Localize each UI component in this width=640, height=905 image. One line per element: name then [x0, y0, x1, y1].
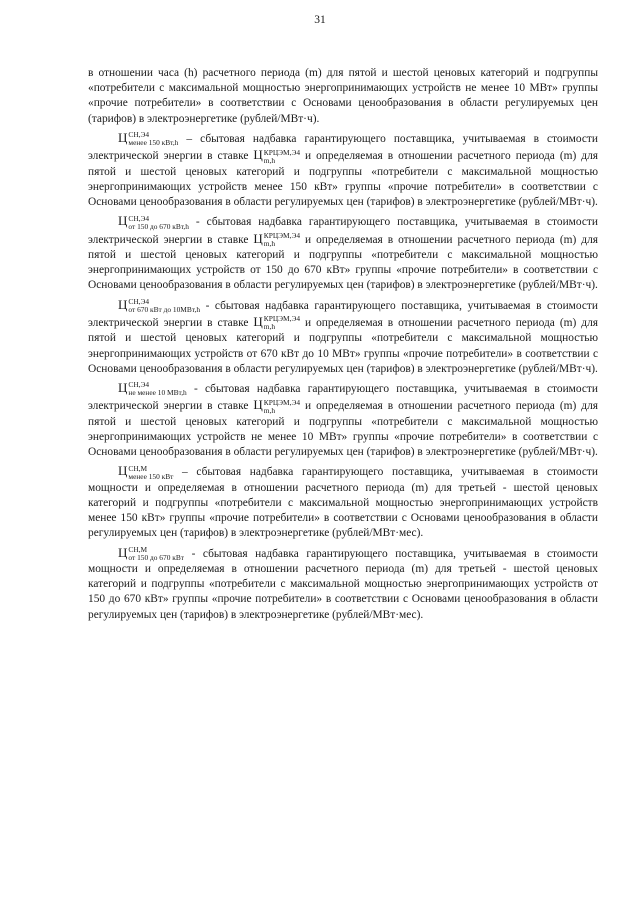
document-body [88, 66, 598, 626]
definition-text: - сбытовая надбавка гарантирующего поставщика, учитываемая в стоимости электрической энергии в ставке [88, 216, 598, 246]
intro-paragraph: в отношении часа (h) расчетного периода (m) для пятой и шестой ценовых категорий и подгруппы «потребители с максимальной мощностью энергопринимающих устройств не менее 10 МВт» группы «прочие потребители» в соответствии с Основами ценообразования в области регулируемых цен (тарифов) в электроэнергетике (рублей/МВт·ч). [88, 67, 598, 125]
rate-superscript: КРЦЭМ,Э4 [263, 230, 301, 240]
rate-indices [264, 399, 300, 415]
definition-text: - сбытовая надбавка гарантирующего поставщика, учитываемая в стоимости электрической энергии в ставке [88, 299, 598, 329]
symbol-superscript: СН,М [128, 463, 148, 473]
definition-text-continued: и определяемая в отношении расчетного периода (m) для пятой и шестой ценовых категорий и подгруппы «потребители с максимальной мощностью энергопринимающих устройств менее 150 кВт» группы «прочие потребители» в соответствии с Основами ценообразования в области регулируемых цен (тарифов) в электроэнергетике (рублей/МВт·ч). [88, 150, 598, 208]
tariff-symbol: Ц [118, 129, 128, 145]
rate-subscript: m,h [263, 405, 276, 415]
symbol-superscript: СН,Э4 [128, 213, 150, 223]
rate-indices [264, 315, 300, 331]
rate-indices [264, 232, 300, 248]
tariff-symbol: Ц [118, 544, 128, 560]
definition-text: – сбытовая надбавка гарантирующего поставщика, учитываемая в стоимости электрической энергии в ставке [88, 132, 598, 163]
symbol-subscript: не менее 10 МВт,h [128, 388, 187, 398]
definition-paragraph [88, 545, 598, 623]
symbol-indices [128, 465, 173, 481]
tariff-symbol: Ц [118, 463, 128, 479]
rate-subscript: m,h [263, 322, 276, 332]
rate-symbol: Ц [253, 397, 263, 413]
rate-symbol: Ц [253, 147, 263, 163]
definition-text-continued: и определяемая в отношении расчетного периода (m) для пятой и шестой ценовых категорий и подгруппы «потребители с максимальной мощностью энергопринимающих устройств от 150 до 670 кВт» группы «прочие потребители» в соответствии с Основами ценообразования в области регулируемых цен (тарифов) в электроэнергетике (рублей/МВт·ч). [88, 233, 598, 292]
tariff-symbol: Ц [118, 379, 128, 395]
definition-paragraph [88, 380, 598, 460]
symbol-subscript: от 150 до 670 кВт,h [128, 221, 189, 231]
definition-text: - сбытовая надбавка гарантирующего поставщика, учитываемая в стоимости электрической энергии в ставке [88, 382, 598, 413]
symbol-indices [128, 131, 178, 147]
rate-superscript: КРЦЭМ,Э4 [263, 397, 301, 407]
page-number: 31 [314, 14, 326, 26]
rate-symbol: Ц [253, 230, 263, 246]
symbol-subscript: менее 150 кВт,h [128, 138, 179, 148]
rate-subscript: m,h [263, 238, 276, 248]
rate-indices [264, 149, 300, 165]
symbol-indices [128, 381, 186, 397]
symbol-indices [128, 215, 189, 231]
definition-paragraph [88, 130, 598, 210]
rate-subscript: m,h [263, 155, 276, 165]
tariff-symbol: Ц [118, 296, 128, 312]
symbol-subscript: от 670 кВт до 10МВт,h [128, 304, 201, 314]
symbol-indices [128, 546, 184, 562]
definition-text-continued: и определяемая в отношении расчетного периода (m) для пятой и шестой ценовых категорий и подгруппы «потребители с максимальной мощностью энергопринимающих устройств от 670 кВт до 10 МВт» группы «прочие потребители» в соответствии с Основами ценообразования в области регулируемых цен (тарифов) в электроэнергетике (рублей/МВт·ч). [88, 316, 598, 375]
symbol-superscript: СН,М [128, 544, 148, 554]
definition-paragraph [88, 463, 598, 541]
symbol-superscript: СН,Э4 [128, 380, 150, 390]
symbol-subscript: от 150 до 670 кВт [128, 552, 184, 562]
symbol-indices [128, 298, 200, 314]
definition-text-continued: и определяемая в отношении расчетного периода (m) для пятой и шестой ценовых категорий и подгруппы «потребители с максимальной мощностью энергопринимающих устройств не менее 10 МВт» группы «прочие потребители» в соответствии с Основами ценообразования в области регулируемых цен (тарифов) в электроэнергетике (рублей/МВт·ч). [88, 400, 598, 459]
definition-paragraph [88, 297, 598, 377]
symbol-superscript: СН,Э4 [128, 130, 150, 140]
symbol-subscript: менее 150 кВт [128, 471, 174, 481]
definition-text: - сбытовая надбавка гарантирующего поставщика, учитываемая в стоимости мощности и определяемая в отношении расчетного периода (m) для третьей - шестой ценовых категорий и подгруппы «потребители с максимальной мощностью энергопринимающих устройств от 150 до 670 кВт» группы «прочие потребители» в соответствии с Основами ценообразования в области регулируемых цен (тарифов) в электроэнергетике (рублей/МВт·мес). [88, 547, 598, 621]
rate-superscript: КРЦЭМ,Э4 [263, 147, 301, 157]
definition-paragraph [88, 213, 598, 293]
rate-symbol: Ц [253, 313, 263, 329]
tariff-symbol: Ц [118, 213, 128, 229]
definition-text: – сбытовая надбавка гарантирующего поставщика, учитываемая в стоимости мощности и определяемая в отношении расчетного периода (m) для третьей - шестой ценовых категорий и подгруппы «потребители с максимальной мощностью энергопринимающих устройств менее 150 кВт» группы «прочие потребители» в соответствии с Основами ценообразования в области регулируемых цен (тарифов) в электроэнергетике (рублей/МВт·мес). [88, 466, 598, 540]
symbol-superscript: СН,Э4 [128, 296, 150, 306]
rate-superscript: КРЦЭМ,Э4 [263, 314, 301, 324]
